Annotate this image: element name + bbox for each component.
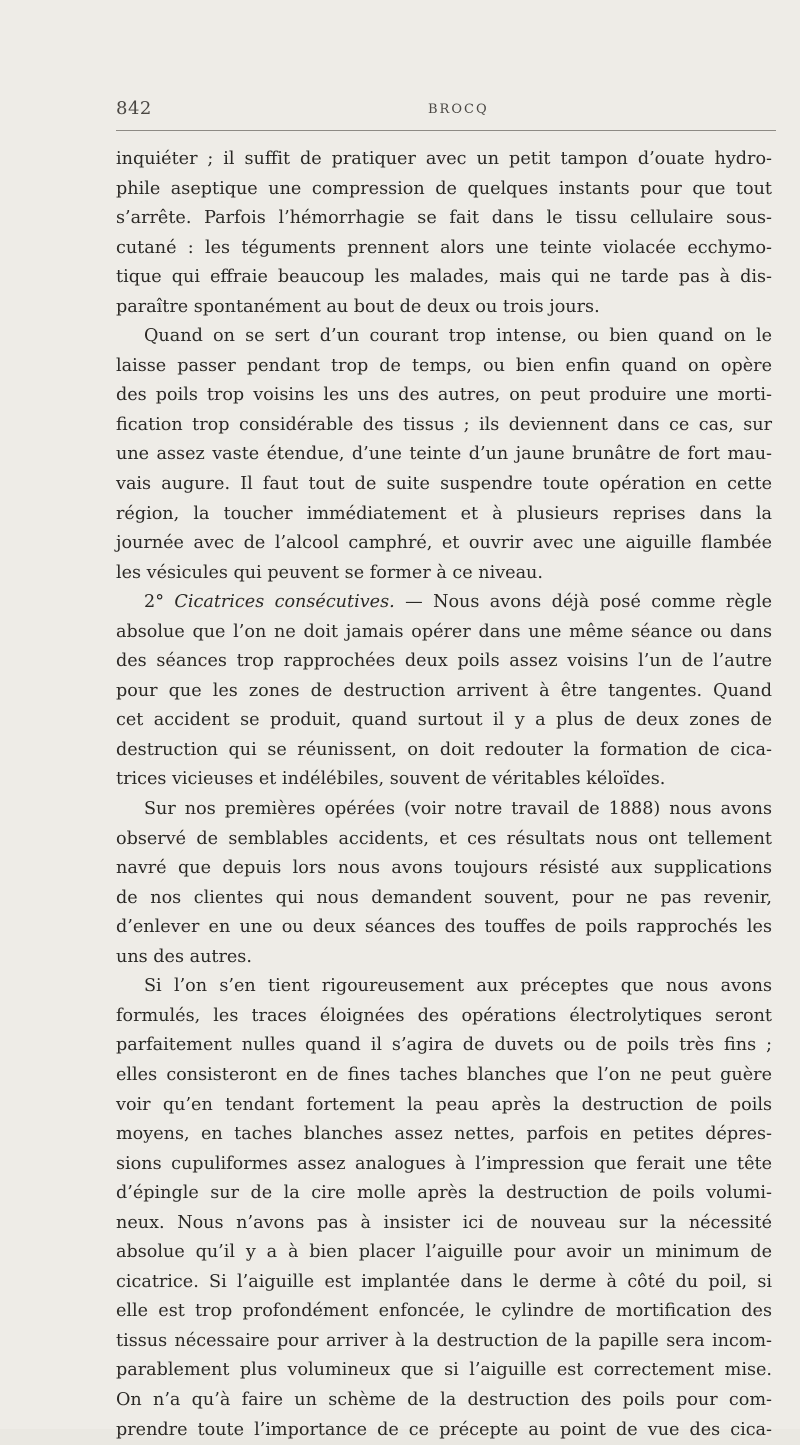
text-line: pour que les zones de destruction arrivent à être tangentes. Quand	[116, 680, 772, 701]
section-dash: —	[405, 592, 423, 613]
text-line: destruction qui se réunissent, on doit redouter la formation de cica-	[116, 739, 772, 760]
text-line: observé de semblables accidents, et ces résultats nous ont tellement	[116, 828, 772, 849]
text-line: parfaitement nulles quand il s’agira de duvets ou de poils très fins ;	[116, 1035, 772, 1056]
text-line: région, la toucher immédiatement et à plusieurs reprises dans la	[116, 503, 772, 524]
header-rule	[116, 130, 776, 131]
text-line: de nos clientes qui nous demandent souvent, pour ne pas revenir,	[116, 887, 772, 908]
text-line: neux. Nous n’avons pas à insister ici de nouveau sur la nécessité	[116, 1212, 772, 1233]
text-line: voir qu’en tendant fortement la peau après la destruction de poils	[116, 1094, 772, 1115]
text-line: phile aseptique une compression de quelques instants pour que tout	[116, 178, 772, 199]
section-title: Cicatrices consécutives.	[174, 592, 395, 613]
text-line: cet accident se produit, quand surtout il y a plus de deux zones de	[116, 710, 772, 731]
text-line: vais augure. Il faut tout de suite suspendre toute opération en cette	[116, 474, 772, 495]
section-heading-line	[116, 588, 772, 618]
text-line: parablement plus volumineux que si l’aiguille est correctement mise.	[116, 1360, 772, 1381]
text-line: journée avec de l’alcool camphré, et ouvrir avec une aiguille flambée	[116, 533, 772, 554]
text-line: formulés, les traces éloignées des opérations électrolytiques seront	[116, 1005, 772, 1026]
section-lead-text: Nous avons déjà posé comme règle	[433, 592, 772, 613]
page-header	[116, 98, 776, 122]
text-line: cutané : les téguments prennent alors une teinte violacée ecchymo-	[116, 237, 772, 258]
text-line: absolue que l’on ne doit jamais opérer dans une même séance ou dans	[116, 621, 772, 642]
section-number: 2°	[144, 592, 164, 613]
text-line: laisse passer pendant trop de temps, ou bien enfin quand on opère	[116, 355, 772, 376]
text-line: navré que depuis lors nous avons toujours résisté aux supplications	[116, 858, 772, 879]
text-line: d’épingle sur de la cire molle après la destruction de poils volumi-	[116, 1183, 772, 1204]
text-line: moyens, en taches blanches assez nettes, parfois en petites dépres-	[116, 1124, 772, 1145]
text-line: paraître spontanément au bout de deux ou trois jours.	[116, 296, 600, 317]
text-line: fication trop considérable des tissus ; ils deviennent dans ce cas, sur	[116, 414, 772, 435]
text-line: tissus nécessaire pour arriver à la destruction de la papille sera incom-	[116, 1330, 772, 1351]
text-line: Quand on se sert d’un courant trop intense, ou bien quand on le	[144, 326, 772, 347]
text-line: s’arrête. Parfois l’hémorrhagie se fait dans le tissu cellulaire sous-	[116, 208, 772, 229]
text-line: d’enlever en une ou deux séances des touffes de poils rapprochés les	[116, 917, 772, 938]
text-line: cicatrice. Si l’aiguille est implantée dans le derme à côté du poil, si	[116, 1271, 772, 1292]
text-line: inquiéter ; il suffit de pratiquer avec un petit tampon d’ouate hydro-	[116, 149, 772, 169]
body-text	[116, 145, 772, 1445]
text-line: uns des autres.	[116, 946, 252, 967]
text-line: prendre toute l’importance de ce précepte au point de vue des cica-	[116, 1419, 772, 1440]
running-head: BROCQ	[428, 102, 489, 117]
text-line: elle est trop profondément enfoncée, le cylindre de mortification des	[116, 1301, 772, 1322]
text-line: Sur nos premières opérées (voir notre travail de 1888) nous avons	[144, 799, 772, 820]
page-number: 842	[116, 98, 152, 119]
text-line: des poils trop voisins les uns des autres, on peut produire une morti-	[116, 385, 772, 406]
text-line: tique qui effraie beaucoup les malades, mais qui ne tarde pas à dis-	[116, 267, 772, 288]
text-line: Si l’on s’en tient rigoureusement aux préceptes que nous avons	[144, 976, 772, 997]
text-line: trices vicieuses et indélébiles, souvent de véritables kéloïdes.	[116, 769, 666, 790]
text-line: les vésicules qui peuvent se former à ce niveau.	[116, 562, 543, 583]
text-line: une assez vaste étendue, d’une teinte d’un jaune brunâtre de fort mau-	[116, 444, 772, 465]
text-line: elles consisteront en de fines taches blanches que l’on ne peut guère	[116, 1064, 772, 1085]
text-line: absolue qu’il y a à bien placer l’aiguille pour avoir un minimum de	[116, 1242, 772, 1263]
text-line: On n’a qu’à faire un schème de la destruction des poils pour com-	[116, 1389, 772, 1410]
text-line: sions cupuliformes assez analogues à l’impression que ferait une tête	[116, 1153, 772, 1174]
text-line: des séances trop rapprochées deux poils assez voisins l’un de l’autre	[116, 651, 772, 672]
